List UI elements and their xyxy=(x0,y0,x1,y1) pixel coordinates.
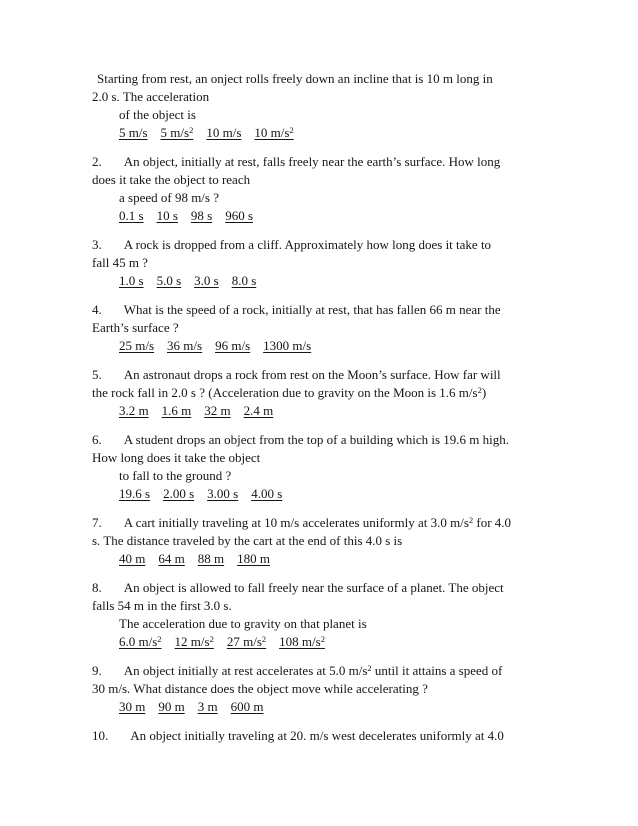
question-line xyxy=(92,88,588,106)
answer-option: 180 m xyxy=(237,551,270,566)
question-line xyxy=(92,615,588,633)
answer-option: 2.00 s xyxy=(163,486,195,501)
answer-options xyxy=(92,402,588,420)
question-line xyxy=(92,514,588,532)
answer-option: 2.4 m xyxy=(243,403,274,418)
question-line xyxy=(92,171,588,189)
question-line xyxy=(92,579,588,597)
answer-option: 98 s xyxy=(190,208,213,223)
physics-worksheet xyxy=(92,70,588,756)
question-line xyxy=(92,467,588,485)
question-line xyxy=(92,70,588,88)
answer-option: 600 m xyxy=(230,699,264,714)
answer-option: 1.6 m xyxy=(161,403,192,418)
question-text: An astronaut drops a rock from rest on the Moon’s surface. How far will xyxy=(123,367,501,382)
question-text: 2.0 s. The acceleration xyxy=(92,89,210,104)
question-line xyxy=(92,727,588,745)
question-line xyxy=(92,384,588,402)
question-block xyxy=(92,301,588,355)
question-number: 10. xyxy=(92,728,109,743)
answer-option: 96 m/s xyxy=(215,338,251,353)
answer-option: 0.1 s xyxy=(119,208,144,223)
question-number: 9. xyxy=(92,663,102,678)
answer-option: 32 m xyxy=(204,403,231,418)
answer-options xyxy=(92,207,588,225)
question-number: 6. xyxy=(92,432,102,447)
question-text: Earth’s surface ? xyxy=(92,320,179,335)
question-line xyxy=(92,597,588,615)
question-block xyxy=(92,662,588,716)
question-line xyxy=(92,449,588,467)
answer-options xyxy=(92,485,588,503)
question-number: 4. xyxy=(92,302,102,317)
question-number: 2. xyxy=(92,154,102,169)
question-block xyxy=(92,153,588,225)
question-text: What is the speed of a rock, initially at rest, that has fallen 66 m near the xyxy=(123,302,501,317)
answer-option: 1.0 s xyxy=(119,273,144,288)
answer-option: 36 m/s xyxy=(167,338,203,353)
answer-option: 12 $m/s^2$ xyxy=(174,634,214,649)
question-block xyxy=(92,236,588,290)
answer-option: 960 s xyxy=(225,208,253,223)
answer-option: 5 $m/s^2$ xyxy=(160,125,194,140)
question-text: of the object is xyxy=(119,107,196,122)
question-text: A rock is dropped from a cliff. Approximately how long does it take to xyxy=(123,237,492,252)
answer-options xyxy=(92,633,588,651)
answer-option: 5.0 s xyxy=(156,273,182,288)
question-line xyxy=(92,366,588,384)
question-line xyxy=(92,319,588,337)
question-line xyxy=(92,254,588,272)
question-text: An object, initially at rest, falls freely near the earth’s surface. How long xyxy=(123,154,501,169)
question-line xyxy=(92,301,588,319)
answer-option: 10 s xyxy=(156,208,178,223)
question-text: Starting from rest, an onject rolls freely down an incline that is 10 m long in xyxy=(97,71,493,86)
answer-option: 3.2 m xyxy=(119,403,149,418)
question-block xyxy=(92,366,588,420)
answer-option: 3.0 s xyxy=(194,273,219,288)
question-text: An object initially at rest accelerates at 5.0 $m/s^2$ until it attains a speed of xyxy=(123,663,503,678)
question-text: The acceleration due to gravity on that planet is xyxy=(119,616,367,631)
answer-option: 25 m/s xyxy=(119,338,155,353)
question-number: 7. xyxy=(92,515,102,530)
question-line xyxy=(92,106,588,124)
question-text: falls 54 m in the first 3.0 s. xyxy=(92,598,232,613)
question-text: s. The distance traveled by the cart at the end of this 4.0 s is xyxy=(92,533,403,548)
answer-option: 3 m xyxy=(197,699,218,714)
answer-option: 88 m xyxy=(197,551,225,566)
question-text: How long does it take the object xyxy=(92,450,261,465)
question-line xyxy=(92,662,588,680)
question-line xyxy=(92,431,588,449)
question-text: A student drops an object from the top of a building which is 19.6 m high. xyxy=(123,432,510,447)
answer-option: 90 m xyxy=(158,699,185,714)
question-block xyxy=(92,727,588,745)
answer-options xyxy=(92,337,588,355)
answer-option: 5 m/s xyxy=(119,125,148,140)
answer-option: 27 $m/s^2$ xyxy=(226,634,267,649)
answer-option: 1300 m/s xyxy=(263,338,312,353)
answer-option: 40 m xyxy=(119,551,146,566)
answer-option: 3.00 s xyxy=(207,486,239,501)
question-number: 8. xyxy=(92,580,102,595)
question-text: An object is allowed to fall freely near the surface of a planet. The object xyxy=(123,580,504,595)
question-line xyxy=(92,532,588,550)
answer-options xyxy=(92,124,588,142)
question-text: A cart initially traveling at 10 m/s accelerates uniformly at 3.0 $m/s^2$ for 4.0 xyxy=(123,515,512,530)
question-block xyxy=(92,70,588,142)
question-line xyxy=(92,236,588,254)
answer-option: 64 m xyxy=(158,551,185,566)
question-block xyxy=(92,514,588,568)
question-number: 3. xyxy=(92,237,102,252)
question-text: the rock fall in 2.0 s ? (Acceleration due to gravity on the Moon is 1.6 $m/s^2$) xyxy=(92,385,487,400)
answer-option: 30 m xyxy=(119,699,146,714)
question-text: to fall to the ground ? xyxy=(119,468,232,483)
answer-option: 19.6 s xyxy=(119,486,151,501)
question-text: fall 45 m ? xyxy=(92,255,148,270)
answer-option: 10 $m/s^2$ xyxy=(254,125,294,140)
question-block xyxy=(92,431,588,503)
answer-option: 8.0 s xyxy=(231,273,257,288)
answer-option: 6.0 $m/s^2$ xyxy=(119,634,162,649)
question-text: a speed of 98 m/s ? xyxy=(119,190,220,205)
question-line xyxy=(92,680,588,698)
question-number: 5. xyxy=(92,367,102,382)
answer-options xyxy=(92,550,588,568)
answer-option: 10 m/s xyxy=(206,125,242,140)
question-text: 30 m/s. What distance does the object move while accelerating ? xyxy=(92,681,428,696)
answer-options xyxy=(92,272,588,290)
answer-option: 4.00 s xyxy=(251,486,283,501)
answer-options xyxy=(92,698,588,716)
question-line xyxy=(92,153,588,171)
question-text: does it take the object to reach xyxy=(92,172,251,187)
question-line xyxy=(92,189,588,207)
answer-option: 108 $m/s^2$ xyxy=(279,634,325,649)
question-block xyxy=(92,579,588,651)
question-text: An object initially traveling at 20. m/s west decelerates uniformly at 4.0 xyxy=(130,728,504,743)
